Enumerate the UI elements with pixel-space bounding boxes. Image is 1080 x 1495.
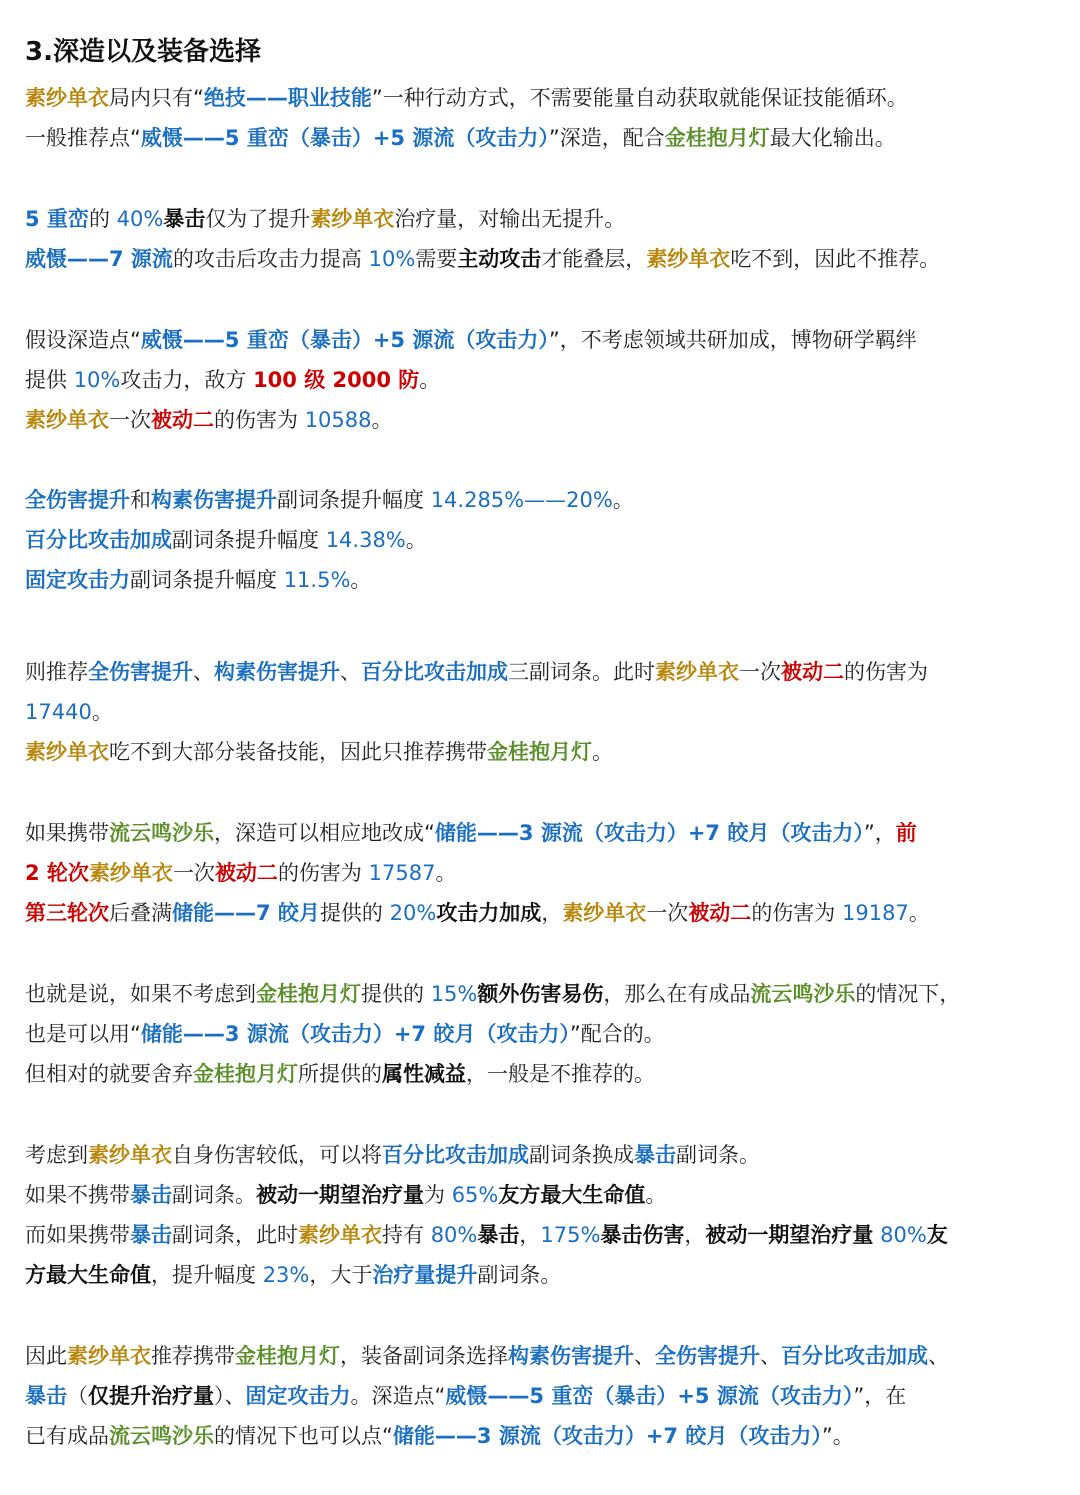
text-run: 金桂抱月灯: [664, 126, 770, 150]
text-run: 仅提升治疗量: [88, 1384, 214, 1408]
text-run: ”一种行动方式，不需要能量自动获取就能保证技能循环。: [371, 86, 908, 110]
text-run: 而如果携带: [25, 1223, 130, 1247]
text-line: [25, 404, 393, 436]
text-run: 构素伤害提升: [151, 488, 277, 512]
text-line: [25, 1340, 949, 1372]
text-run: 暴击: [477, 1223, 520, 1247]
text-run: 暴击伤害: [600, 1223, 685, 1247]
text-line: [25, 1420, 854, 1452]
text-run: 一般推荐点“: [25, 126, 141, 150]
text-run: 仅为了提升: [205, 207, 311, 231]
text-run: 19187: [842, 901, 909, 925]
text-run: 最大化输出。: [769, 126, 896, 150]
text-run: 副词条。: [172, 1183, 256, 1207]
text-run: 储能——3 源流（攻击力）+7 皎月（攻击力）: [392, 1424, 822, 1448]
text-run: 第三轮次: [25, 901, 109, 925]
text-line: [25, 1058, 655, 1090]
text-run: 需要: [415, 247, 458, 271]
text-run: 吃不到大部分装备技能，因此只推荐携带: [109, 740, 487, 764]
text-run: 15%: [430, 982, 478, 1006]
text-run: 暴击: [130, 1183, 172, 1207]
text-run: 提供: [25, 368, 74, 392]
text-run: 属性减益: [382, 1062, 466, 1086]
text-run: 全伤害提升: [655, 1344, 760, 1368]
text-run: 金桂抱月灯: [487, 740, 592, 764]
text-run: 被动一期望治疗量: [256, 1183, 424, 1207]
text-run: 金桂抱月灯: [235, 1344, 340, 1368]
text-run: 的情况下也可以点“: [214, 1424, 393, 1448]
text-run: ”，在: [853, 1384, 907, 1408]
text-run: 攻击力加成: [436, 901, 542, 925]
text-line: [25, 817, 917, 849]
text-run: 。: [371, 408, 393, 432]
text-run: 2 轮次: [25, 861, 89, 885]
text-run: 储能——3 源流（攻击力）+7 皎月（攻击力）: [140, 1022, 570, 1046]
text-run: 、: [760, 1344, 781, 1368]
text-run: 主动攻击: [457, 247, 542, 271]
text-run: 一次: [646, 901, 689, 925]
text-run: 。: [612, 488, 634, 512]
text-run: 20%: [389, 901, 437, 925]
text-run: ”。: [821, 1424, 854, 1448]
text-run: 素纱单衣: [25, 740, 109, 764]
text-run: 金桂抱月灯: [256, 982, 361, 1006]
text-run: ”配合的。: [569, 1022, 665, 1046]
text-run: ，提升幅度: [151, 1263, 263, 1287]
text-run: 65%: [451, 1183, 499, 1207]
text-run: 。: [91, 700, 113, 724]
text-run: 的伤害为: [277, 861, 369, 885]
text-line: [25, 524, 427, 556]
text-run: 素纱单衣: [562, 901, 647, 925]
text-run: 提供的: [319, 901, 390, 925]
text-run: 素纱单衣: [310, 207, 395, 231]
text-line: [25, 1380, 906, 1412]
text-run: 暴击: [163, 207, 206, 231]
text-run: ，大于: [309, 1263, 373, 1287]
text-run: 、: [193, 660, 214, 684]
text-run: 百分比攻击加成: [25, 528, 172, 552]
text-line: [25, 736, 613, 768]
text-run: 提供的: [361, 982, 431, 1006]
text-line: [25, 897, 930, 929]
text-run: 副词条提升幅度: [130, 568, 284, 592]
text-run: 17587: [368, 861, 436, 885]
text-run: 80%: [430, 1223, 478, 1247]
text-line: [25, 82, 908, 114]
text-run: 威慑——5 重峦（暴击）+5 源流（攻击力）: [140, 126, 549, 150]
text-run: 一次: [172, 861, 215, 885]
text-run: 所提供的: [298, 1062, 382, 1086]
text-run: 。: [405, 528, 427, 552]
text-run: ，: [541, 901, 563, 925]
text-run: 副词条，此时: [172, 1223, 298, 1247]
text-run: 被动二: [151, 408, 214, 432]
text-run: 被动二: [214, 861, 278, 885]
text-run: 如果携带: [25, 821, 109, 845]
text-run: 副词条提升幅度: [172, 528, 326, 552]
text-run: 。: [419, 368, 441, 392]
text-run: 绝技——职业技能: [203, 86, 372, 110]
text-run: ，那么在有成品: [603, 982, 751, 1006]
text-run: 素纱单衣: [88, 861, 173, 885]
text-run: 因此: [25, 1344, 67, 1368]
text-run: 的情况下，: [855, 982, 961, 1006]
text-run: ，深造可以相应地改成“: [214, 821, 435, 845]
text-line: [25, 978, 960, 1010]
text-run: 。深造点“: [350, 1384, 446, 1408]
text-run: 副词条。: [477, 1263, 562, 1287]
text-line: [25, 243, 940, 275]
text-line: [25, 484, 634, 516]
text-run: 百分比攻击加成: [382, 1143, 529, 1167]
text-run: 。: [350, 568, 372, 592]
text-run: 友方最大生命值: [498, 1183, 646, 1207]
text-run: 40%: [116, 207, 164, 231]
text-run: 。: [592, 740, 613, 764]
text-run: 金桂抱月灯: [193, 1062, 298, 1086]
text-run: 治疗量提升: [372, 1263, 478, 1287]
text-run: 固定攻击力: [25, 568, 130, 592]
text-line: [25, 1219, 948, 1251]
text-line: [25, 1179, 666, 1211]
text-run: 被动二: [781, 660, 844, 684]
text-run: 14.38%: [325, 528, 406, 552]
text-run: 被动二: [688, 901, 752, 925]
text-run: 流云鸣沙乐: [109, 1424, 214, 1448]
text-run: ，一般是不推荐的。: [466, 1062, 655, 1086]
text-line: [25, 564, 371, 596]
text-run: 则推荐: [25, 660, 88, 684]
text-run: 全伤害提升: [25, 488, 130, 512]
text-run: 威慑——5 重峦（暴击）+5 源流（攻击力）: [445, 1384, 854, 1408]
text-run: 构素伤害提升: [508, 1344, 634, 1368]
text-run: 流云鸣沙乐: [109, 821, 214, 845]
text-run: 素纱单衣: [25, 408, 109, 432]
text-run: 的伤害为: [214, 408, 305, 432]
text-run: 一次: [109, 408, 151, 432]
text-run: 如果不携带: [25, 1183, 130, 1207]
text-run: 额外伤害易伤: [477, 982, 604, 1006]
text-run: ”，不考虑领域共研加成，博物研学羁绊: [548, 328, 917, 352]
text-run: 素纱单衣: [67, 1344, 151, 1368]
text-line: [25, 364, 440, 396]
text-run: 17440: [25, 700, 92, 724]
text-run: 副词条。: [676, 1143, 760, 1167]
text-run: 的伤害为: [751, 901, 842, 925]
text-line: [25, 696, 113, 728]
text-run: 固定攻击力: [245, 1384, 351, 1408]
text-run: 才能叠层，: [541, 247, 647, 271]
text-run: ，: [684, 1223, 706, 1247]
text-run: 、: [634, 1344, 655, 1368]
text-run: 储能——7 皎月: [172, 901, 320, 925]
text-run: 的: [88, 207, 117, 231]
text-run: 暴击: [634, 1143, 676, 1167]
text-line: [25, 324, 917, 356]
text-run: 前: [895, 821, 917, 845]
text-run: 素纱单衣: [88, 1143, 172, 1167]
text-run: 百分比攻击加成: [781, 1344, 928, 1368]
text-run: 为: [424, 1183, 452, 1207]
text-run: ）、: [214, 1384, 246, 1408]
text-run: 治疗量，对输出无提升。: [394, 207, 626, 231]
text-run: 已有成品: [25, 1424, 109, 1448]
text-run: 推荐携带: [151, 1344, 235, 1368]
text-run: ”，: [863, 821, 896, 845]
text-run: 副词条换成: [529, 1143, 634, 1167]
text-run: 14.285%——20%: [430, 488, 613, 512]
text-run: 攻击力，敌方: [120, 368, 254, 392]
text-run: 假设深造点“: [25, 328, 141, 352]
text-line: [25, 1018, 665, 1050]
text-line: [25, 1259, 561, 1291]
text-run: 自身伤害较低，可以将: [172, 1143, 382, 1167]
text-run: 100 级 2000 防: [253, 368, 420, 392]
text-run: 被动一期望治疗量: [705, 1223, 874, 1247]
text-run: 素纱单衣: [25, 86, 109, 110]
text-run: 23%: [262, 1263, 310, 1287]
text-run: 。: [908, 901, 930, 925]
text-run: 的伤害为: [844, 660, 928, 684]
text-run: ”深造，配合: [548, 126, 665, 150]
section-title: 3.深造以及装备选择: [25, 37, 261, 67]
text-run: 的攻击后攻击力提高: [172, 247, 369, 271]
text-run: 但相对的就要舍弃: [25, 1062, 193, 1086]
text-run: 和: [130, 488, 151, 512]
text-line: [25, 203, 625, 235]
text-run: 10%: [73, 368, 121, 392]
text-run: 暴击: [130, 1223, 172, 1247]
text-run: 。: [435, 861, 457, 885]
text-run: 80%: [880, 1223, 927, 1247]
text-run: 副词条提升幅度: [277, 488, 431, 512]
text-run: 友: [926, 1223, 948, 1247]
text-run: 暴击: [25, 1384, 67, 1408]
text-run: 175%: [540, 1223, 601, 1247]
text-run: 考虑到: [25, 1143, 88, 1167]
text-run: 5 重峦: [25, 207, 89, 231]
text-run: 、: [928, 1344, 949, 1368]
text-line: [25, 1139, 760, 1171]
text-line: [25, 122, 896, 154]
text-run: 构素伤害提升: [214, 660, 340, 684]
text-run: 后叠满: [109, 901, 172, 925]
text-run: 也是可以用“: [25, 1022, 141, 1046]
text-run: 全伤害提升: [88, 660, 193, 684]
text-run: （: [67, 1384, 88, 1408]
text-run: 流云鸣沙乐: [750, 982, 856, 1006]
text-run: 威慑——5 重峦（暴击）+5 源流（攻击力）: [140, 328, 549, 352]
text-run: 10%: [368, 247, 416, 271]
text-run: 素纱单衣: [655, 660, 739, 684]
text-run: 百分比攻击加成: [361, 660, 508, 684]
text-run: 一次: [739, 660, 781, 684]
text-run: 三副词条。此时: [508, 660, 655, 684]
text-run: ，装备副词条选择: [340, 1344, 508, 1368]
text-run: 。: [645, 1183, 667, 1207]
text-run: 、: [340, 660, 361, 684]
text-run: 也就是说，如果不考虑到: [25, 982, 256, 1006]
text-run: 素纱单衣: [646, 247, 731, 271]
text-run: 11.5%: [283, 568, 351, 592]
text-run: 持有: [382, 1223, 431, 1247]
text-line: [25, 656, 928, 688]
text-run: 局内只有“: [109, 86, 204, 110]
text-run: 方最大生命值: [25, 1263, 151, 1287]
text-run: 素纱单衣: [298, 1223, 382, 1247]
text-run: ，: [519, 1223, 541, 1247]
text-run: 储能——3 源流（攻击力）+7 皎月（攻击力）: [434, 821, 864, 845]
text-line: [25, 857, 456, 889]
text-run: 威慑——7 源流: [25, 247, 173, 271]
text-run: 吃不到，因此不推荐。: [730, 247, 941, 271]
text-run: 10588: [304, 408, 372, 432]
